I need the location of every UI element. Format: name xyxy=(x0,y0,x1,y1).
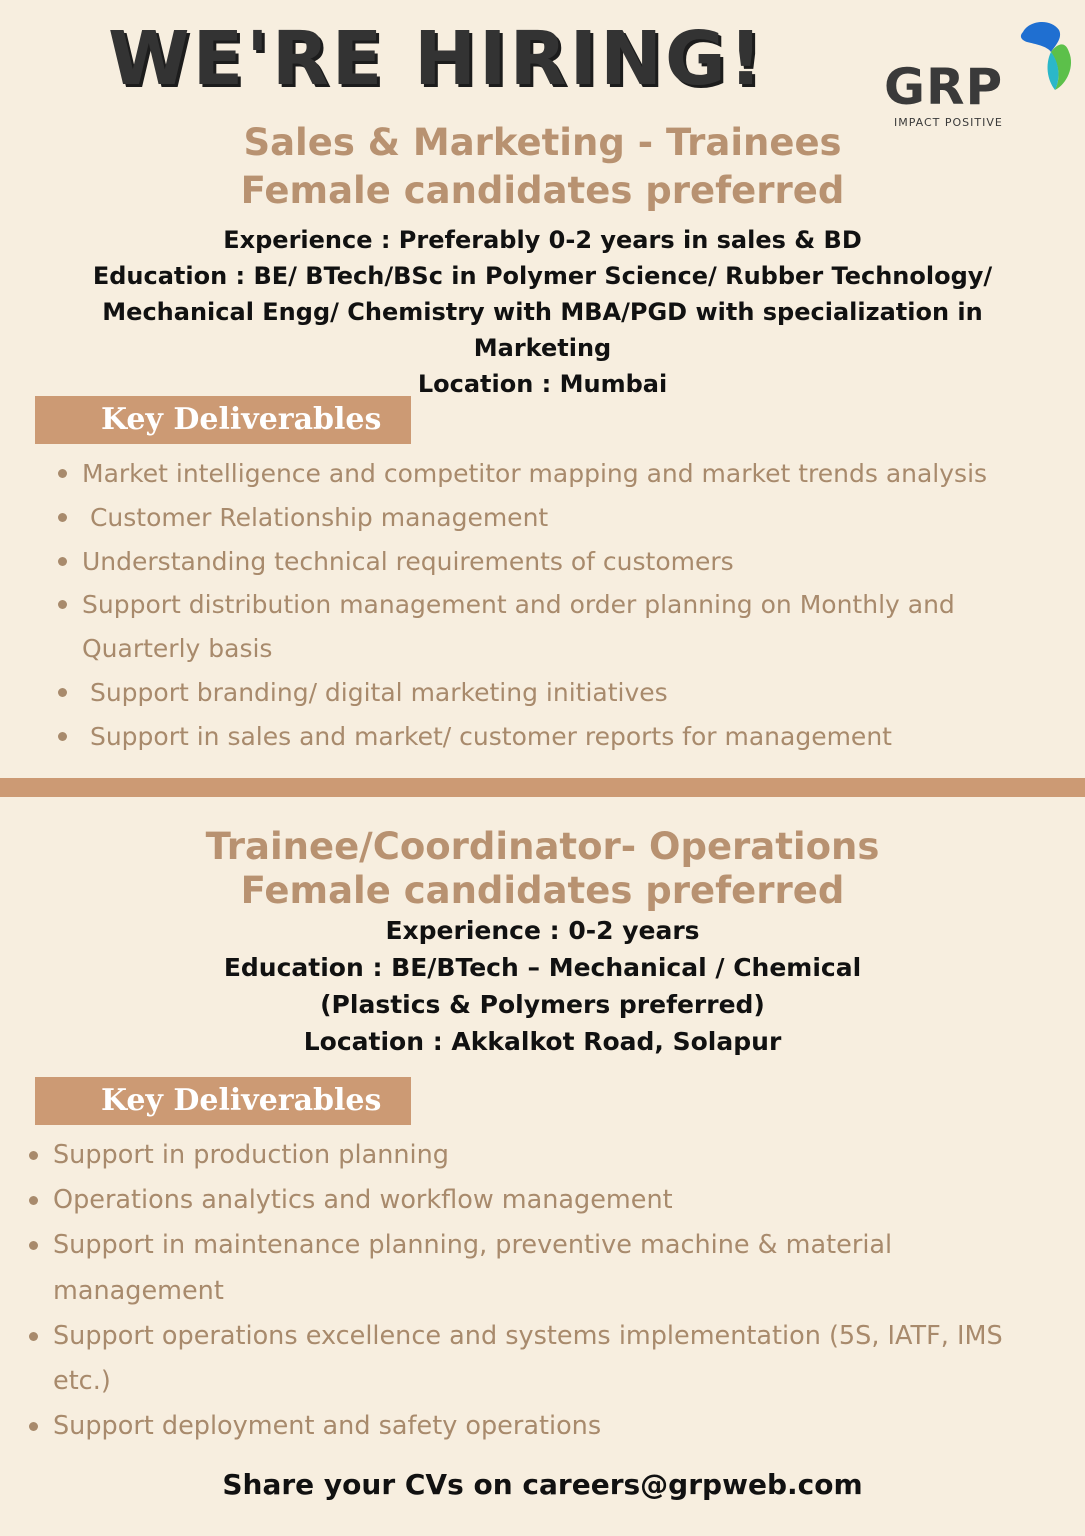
logo-tagline: IMPACT POSITIVE xyxy=(894,116,1003,129)
list-item: Support in production planning xyxy=(53,1133,1053,1178)
job2-deliverables-list xyxy=(53,1133,1053,1449)
list-item: Support branding/ digital marketing initiatives xyxy=(82,671,1042,715)
grp-logo-mark-icon xyxy=(1005,18,1075,98)
list-item: Understanding technical requirements of customers xyxy=(82,540,1042,584)
job1-subtitle: Female candidates preferred xyxy=(240,169,845,212)
job1-experience: Experience : Preferably 0-2 years in sales & BD xyxy=(223,226,862,254)
job1-title: Sales & Marketing - Trainees xyxy=(243,121,842,164)
job1-heading xyxy=(0,119,1085,215)
section-divider xyxy=(0,778,1085,797)
job1-location: Location : Mumbai xyxy=(417,370,668,398)
job1-education-line: Marketing xyxy=(473,334,612,362)
job1-education-line: Mechanical Engg/ Chemistry with MBA/PGD with specialization in xyxy=(102,298,983,326)
job2-experience: Experience : 0-2 years xyxy=(385,916,700,945)
job2-title: Trainee/Coordinator- Operations xyxy=(205,825,880,868)
job2-heading xyxy=(0,825,1085,913)
list-item: Support in sales and market/ customer reports for management xyxy=(82,715,1042,759)
cv-share-cta: Share your CVs on careers@grpweb.com xyxy=(222,1468,863,1501)
list-item: Market intelligence and competitor mapping and market trends analysis xyxy=(82,452,1042,496)
job1-education-line: Education : BE/ BTech/BSc in Polymer Science/ Rubber Technology/ xyxy=(92,262,993,290)
list-item: Support in maintenance planning, preventive machine & material management xyxy=(53,1223,1053,1313)
grp-logo xyxy=(880,18,1075,133)
job2-education-line: (Plastics & Polymers preferred) xyxy=(320,990,765,1019)
job2-specs xyxy=(0,912,1085,1060)
job2-education-line: Education : BE/BTech – Mechanical / Chemical xyxy=(223,953,862,982)
list-item: Support distribution management and order planning on Monthly and Quarterly basis xyxy=(82,583,1042,671)
job2-location: Location : Akkalkot Road, Solapur xyxy=(303,1027,782,1056)
logo-wordmark: GRP xyxy=(884,58,1004,116)
list-item: Operations analytics and workflow management xyxy=(53,1178,1053,1223)
job2-subtitle: Female candidates preferred xyxy=(240,869,845,912)
job2-deliverables-heading: Key Deliverables xyxy=(35,1077,411,1125)
hiring-headline: WE'RE HIRING! xyxy=(108,16,766,102)
list-item: Support deployment and safety operations xyxy=(53,1404,1053,1449)
list-item: Customer Relationship management xyxy=(82,496,1042,540)
job1-deliverables-heading: Key Deliverables xyxy=(35,396,411,444)
job1-specs xyxy=(0,222,1085,402)
job1-deliverables-list xyxy=(82,452,1042,759)
list-item: Support operations excellence and systems implementation (5S, IATF, IMS etc.) xyxy=(53,1314,1053,1404)
